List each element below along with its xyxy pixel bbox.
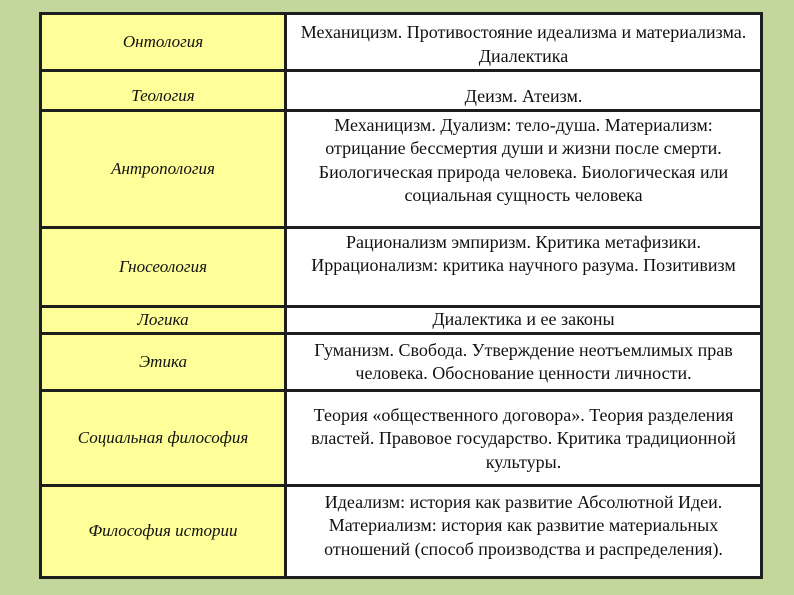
- table-row: [42, 15, 760, 72]
- content-cell: [287, 487, 760, 577]
- table-row: [42, 229, 760, 308]
- content-text: Идеализм: история как развитие Абсолютной Идеи. Материализм: история как развитие материальных отношений (способ производства и распределения).: [324, 491, 723, 559]
- discipline-cell: Социальная философия: [42, 392, 287, 487]
- discipline-cell: Теология: [42, 72, 287, 112]
- content-text: Гуманизм. Свобода. Утверждение неотъемлимых прав человека. Обоснование ценности личности.: [314, 339, 733, 383]
- table-row: [42, 112, 760, 229]
- content-text: Теория «общественного договора». Теория разделения властей. Правовое государство. Критика традиционной культуры.: [311, 404, 736, 472]
- discipline-cell: Онтология: [42, 15, 287, 72]
- content-text: Деизм. Атеизм.: [464, 86, 583, 106]
- content-cell: [287, 229, 760, 308]
- table-row: [42, 308, 760, 335]
- table-row: [42, 487, 760, 577]
- table-row: [42, 72, 760, 112]
- content-text: Механицизм. Дуализм: тело-душа. Материализм: отрицание бессмертия души и жизни после смерти. Биологическая природа человека. Биологическая или социальная сущность человека: [318, 114, 729, 205]
- content-cell: [287, 308, 760, 335]
- content-text: Диалектика и ее законы: [432, 308, 615, 329]
- content-cell: [287, 72, 760, 112]
- philosophy-table: [42, 15, 760, 576]
- content-text: Рационализм эмпиризм. Критика метафизики. Иррационализм: критика научного разума. Позитивизм: [311, 231, 736, 275]
- content-cell: [287, 392, 760, 487]
- philosophy-table-frame: [39, 12, 763, 579]
- discipline-cell: Антропология: [42, 112, 287, 229]
- table-row: [42, 392, 760, 487]
- discipline-cell: Этика: [42, 335, 287, 392]
- content-cell: [287, 112, 760, 229]
- content-cell: [287, 335, 760, 392]
- discipline-cell: Логика: [42, 308, 287, 335]
- discipline-cell: Гносеология: [42, 229, 287, 308]
- content-text: Механицизм. Противостояние идеализма и материализма. Диалектика: [300, 22, 747, 66]
- content-cell: [287, 15, 760, 72]
- table-row: [42, 335, 760, 392]
- discipline-cell: Философия истории: [42, 487, 287, 577]
